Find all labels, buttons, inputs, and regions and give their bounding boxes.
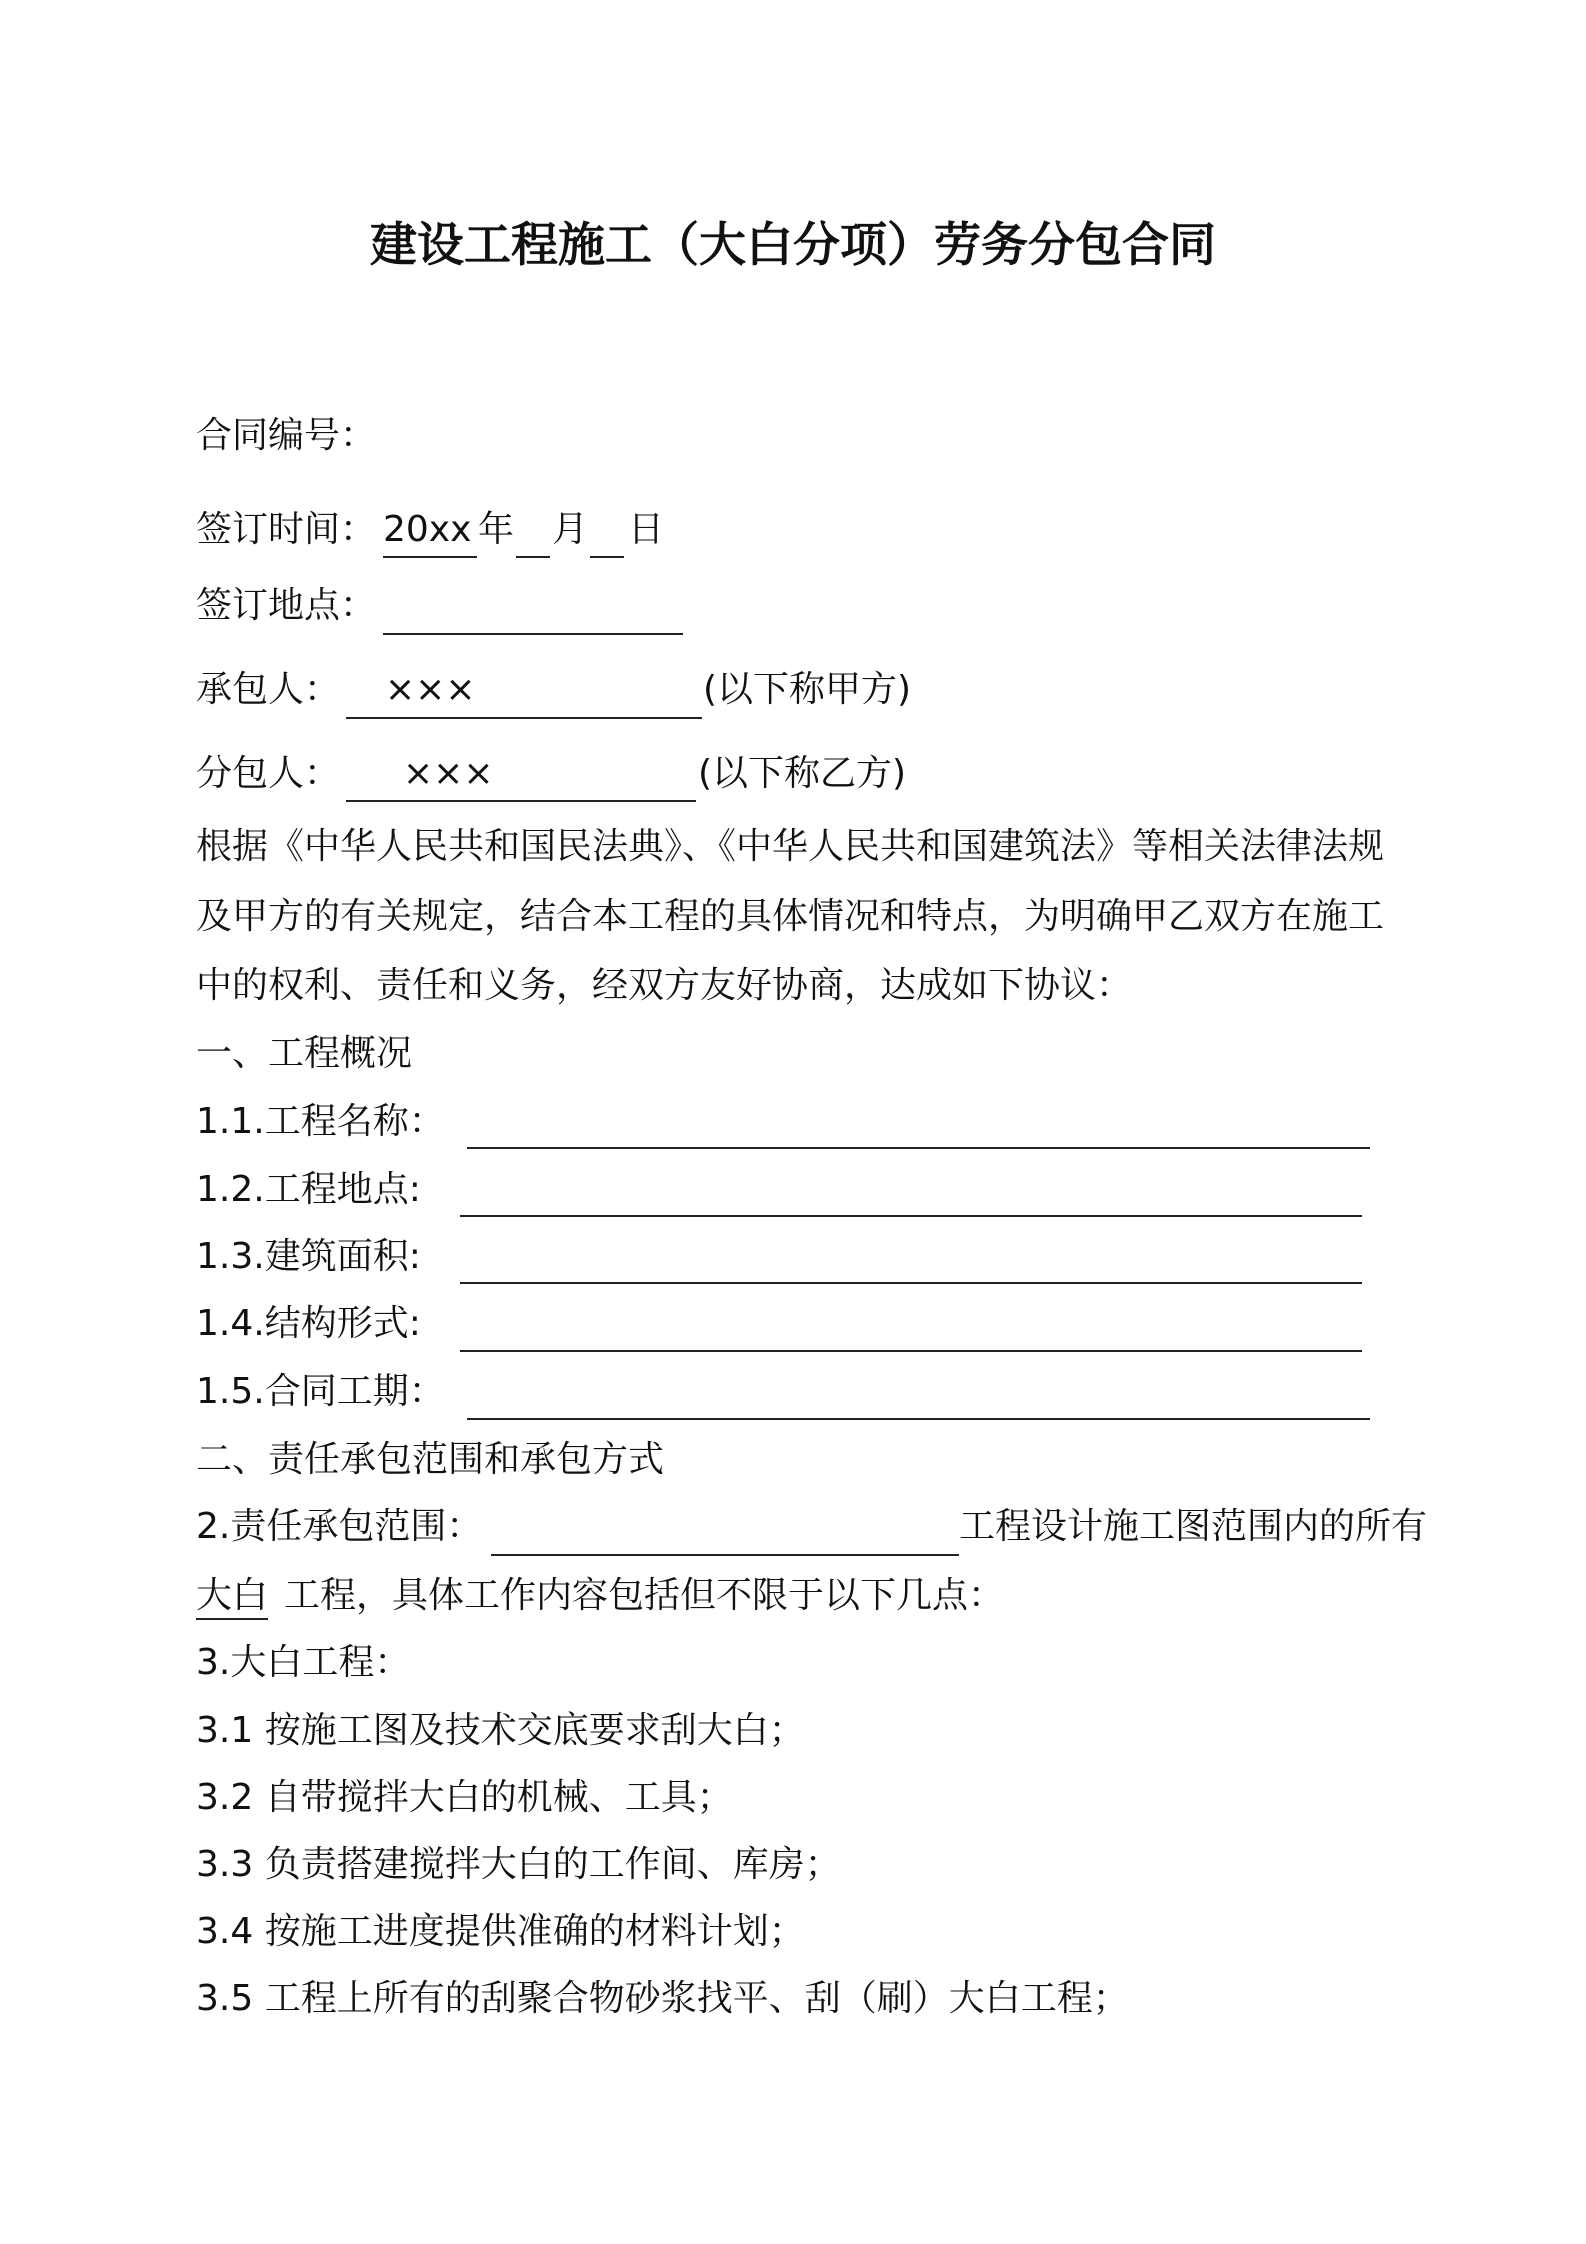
- subcontractor-label: 分包人：: [196, 753, 341, 794]
- day-unit: 日: [628, 509, 665, 550]
- document-title: 建设工程施工（大白分项）劳务分包合同: [370, 218, 1216, 273]
- scope-item-value: 大白: [196, 1575, 268, 1620]
- year-unit: 年: [478, 509, 515, 550]
- subcontractor-underline: [346, 800, 696, 802]
- sign-time-year-value: 20xx: [383, 509, 472, 550]
- preamble-line: 根据《中华人民共和国民法典》、《中华人民共和国建筑法》等相关法律法规: [196, 826, 1385, 867]
- subcontractor-note: (以下称乙方): [698, 753, 907, 794]
- structure-type-blank-line: [460, 1350, 1362, 1352]
- building-area-label: 1.3.建筑面积:: [196, 1236, 421, 1277]
- scope-label: 2.责任承包范围：: [196, 1506, 483, 1547]
- contractor-label: 承包人：: [196, 669, 341, 710]
- contract-period-blank-line: [467, 1418, 1370, 1420]
- section-1-heading: 一、工程概况: [196, 1033, 413, 1074]
- project-name-blank-line: [467, 1147, 1370, 1149]
- section-2-heading: 二、责任承包范围和承包方式: [196, 1439, 665, 1480]
- sign-place-blank-line: [383, 633, 683, 635]
- section-3-item: 3.5 工程上所有的刮聚合物砂浆找平、刮（刷）大白工程；: [196, 1978, 1129, 2019]
- preamble-line: 及甲方的有关规定，结合本工程的具体情况和特点，为明确甲乙双方在施工: [196, 896, 1385, 937]
- month-blank-line: [516, 556, 550, 558]
- section-3-item: 3.3 负责搭建搅拌大白的工作间、库房；: [196, 1844, 841, 1885]
- scope-line-2: [196, 1575, 1005, 1616]
- month-unit: 月: [552, 509, 589, 550]
- sign-time-label: 签订时间：: [196, 509, 377, 550]
- contract-no-label: 合同编号：: [196, 415, 377, 456]
- scope-blank-line: [491, 1554, 959, 1556]
- section-3-item: 3.2 自带搅拌大白的机械、工具；: [196, 1777, 733, 1818]
- preamble-line: 中的权利、责任和义务，经双方友好协商，达成如下协议：: [196, 965, 1133, 1006]
- contractor-value: ×××: [385, 669, 476, 710]
- section-3-item: 3.1 按施工图及技术交底要求刮大白；: [196, 1710, 805, 1751]
- building-area-blank-line: [460, 1282, 1362, 1284]
- subcontractor-value: ×××: [403, 753, 494, 794]
- day-blank-line: [590, 556, 624, 558]
- section-3-heading: 3.大白工程：: [196, 1642, 411, 1683]
- project-name-label: 1.1.工程名称：: [196, 1101, 445, 1142]
- structure-type-label: 1.4.结构形式:: [196, 1303, 421, 1344]
- year-underline: [383, 556, 477, 558]
- sign-place-label: 签订地点：: [196, 585, 377, 626]
- contract-period-label: 1.5.合同工期：: [196, 1371, 445, 1412]
- scope-tail: 工程设计施工图范围内的所有: [959, 1506, 1428, 1547]
- project-location-label: 1.2.工程地点:: [196, 1169, 421, 1210]
- project-location-blank-line: [460, 1215, 1362, 1217]
- section-3-item: 3.4 按施工进度提供准确的材料计划；: [196, 1911, 805, 1952]
- contractor-note: (以下称甲方): [703, 669, 912, 710]
- contractor-underline: [346, 717, 702, 719]
- scope-line-2-rest: 工程，具体工作内容包括但不限于以下几点：: [284, 1575, 1005, 1616]
